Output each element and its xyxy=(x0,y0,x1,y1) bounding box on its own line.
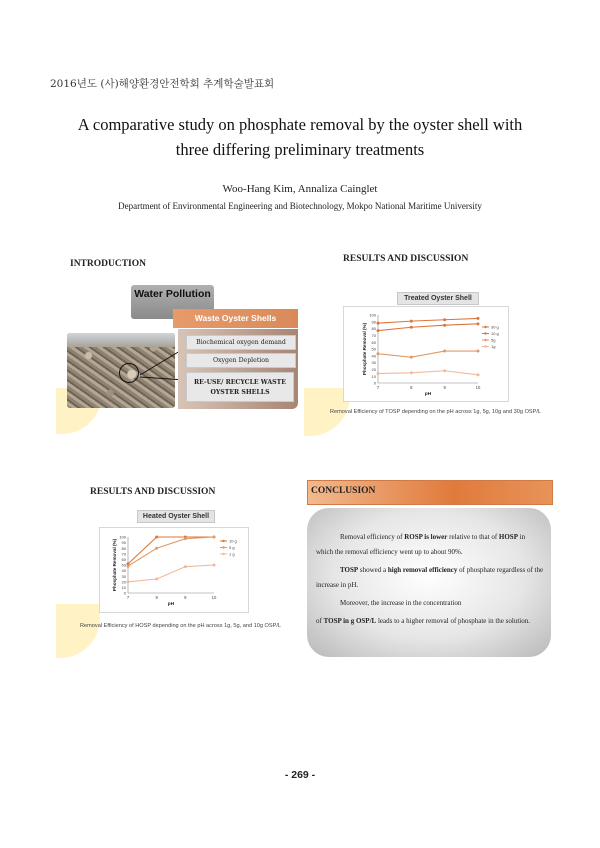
y-tick-label: 70 xyxy=(371,333,376,338)
conclusion-text xyxy=(316,530,544,629)
data-point xyxy=(477,373,480,376)
y-tick-label: 40 xyxy=(121,568,126,574)
y-tick-label: 80 xyxy=(121,545,126,551)
y-axis-label: Phosphate Removal (%) xyxy=(362,322,367,376)
oxygen-label: Oxygen Depletion xyxy=(212,357,270,364)
data-point xyxy=(377,372,380,375)
y-tick-label: 0 xyxy=(123,590,126,596)
y-tick-label: 90 xyxy=(121,540,126,546)
data-point xyxy=(184,565,187,568)
y-tick-label: 20 xyxy=(121,579,126,585)
title-line-2: three differing preliminary treatments xyxy=(175,140,425,159)
conclusion-p1 xyxy=(316,530,544,560)
y-tick-label: 50 xyxy=(121,562,126,568)
data-point xyxy=(410,320,413,323)
legend-label: 5 g xyxy=(229,545,235,550)
legend-marker xyxy=(484,326,486,328)
x-tick-label: 9 xyxy=(443,385,446,390)
heated-chart-title xyxy=(137,510,215,523)
p1-bold-rosp: ROSP is lower xyxy=(404,533,448,541)
y-tick-label: 30 xyxy=(371,360,376,366)
p2-bold-tosp: TOSP xyxy=(340,566,359,574)
bod-label: Biochemical oxygen demand xyxy=(196,339,286,346)
treated-chart-title xyxy=(397,292,479,305)
y-axis-label: Phosphate Removal (%) xyxy=(112,538,117,592)
y-tick-label: 10 xyxy=(121,585,126,590)
x-tick-label: 10 xyxy=(475,385,481,390)
data-point xyxy=(410,371,413,374)
conclusion-box xyxy=(307,508,551,657)
y-tick-label: 30 xyxy=(121,573,126,579)
reuse-box xyxy=(186,372,294,402)
data-point xyxy=(377,322,380,325)
series-line xyxy=(378,371,478,375)
decor-blob-left-bottom xyxy=(56,604,100,658)
reuse-line-1: RE-USE/ RECYCLE WASTE xyxy=(194,379,286,386)
data-point xyxy=(155,578,158,581)
y-tick-label: 40 xyxy=(371,353,376,359)
title-line-1: A comparative study on phosphate removal by the oyster shell with xyxy=(77,115,523,134)
bod-box xyxy=(186,335,296,350)
x-tick-label: 7 xyxy=(126,595,130,600)
p1-text-e: in which the removal efficiency went up to about 90%. xyxy=(316,533,526,556)
waste-oyster-banner xyxy=(173,309,298,328)
x-tick-label: 8 xyxy=(410,385,413,390)
legend-label: 5g xyxy=(491,337,496,343)
heated-chart-title-label: Heated Oyster Shell xyxy=(142,513,210,520)
series-line xyxy=(378,351,478,357)
legend-marker xyxy=(484,332,486,334)
legend-marker xyxy=(484,339,486,341)
conclusion-p4 xyxy=(316,614,544,629)
p4-text-c: leads to a higher removal of phosphate in the solution. xyxy=(376,617,530,625)
heated-chart xyxy=(100,528,248,612)
legend-marker xyxy=(222,546,224,548)
data-point xyxy=(184,537,187,540)
y-tick-label: 80 xyxy=(371,326,376,332)
data-point xyxy=(410,326,413,329)
treated-chart-frame xyxy=(343,306,509,402)
results1-caption: Removal Efficiency of TOSP depending on the pH across 1g, 5g, 10g and 30g OSP/L xyxy=(330,409,542,415)
water-pollution-label: Water Pollution xyxy=(134,288,211,300)
data-point xyxy=(127,565,130,568)
heated-chart-frame xyxy=(99,527,249,613)
p2-bold-high: high removal efficiency xyxy=(387,566,458,574)
legend-label: 10 g xyxy=(229,538,237,544)
results2-heading: RESULTS AND DISCUSSION xyxy=(90,487,216,497)
p4-bold-tosp: TOSP in g OSP/L xyxy=(323,617,377,625)
legend-label: 30 g xyxy=(491,324,499,330)
legend-label: 1 g xyxy=(229,551,235,557)
y-tick-label: 60 xyxy=(121,557,126,562)
conclusion-heading: CONCLUSION xyxy=(311,486,376,496)
data-point xyxy=(477,322,480,325)
treated-chart xyxy=(344,307,508,401)
oxygen-box xyxy=(186,353,296,368)
affiliation: Department of Environmental Engineering and Biotechnology, Mokpo National Maritime University xyxy=(118,201,482,211)
p2-text-b: showed a xyxy=(358,566,388,574)
data-point xyxy=(377,352,380,355)
x-tick-label: 7 xyxy=(376,385,380,390)
data-point xyxy=(155,547,158,550)
data-point xyxy=(443,369,446,372)
intro-heading: INTRODUCTION xyxy=(70,259,147,269)
data-point xyxy=(443,318,446,321)
p1-text-a: Removal efficiency of xyxy=(340,533,405,541)
y-tick-label: 0 xyxy=(373,380,376,386)
results2-caption: Removal Efficiency of HOSP depending on the pH across 1g, 5g, and 10g OSP/L xyxy=(80,623,281,629)
p1-bold-hosp: HOSP xyxy=(498,533,518,541)
y-tick-label: 60 xyxy=(371,339,376,345)
p2-text-d: of phosphate regardless of the increase in pH. xyxy=(316,566,544,589)
y-tick-label: 100 xyxy=(119,534,126,540)
waste-oyster-label: Waste Oyster Shells xyxy=(194,313,277,323)
authors: Woo-Hang Kim, Annaliza Cainglet xyxy=(222,183,378,195)
data-point xyxy=(213,564,216,567)
y-tick-label: 50 xyxy=(371,346,376,352)
reuse-line-2: OYSTER SHELLS xyxy=(210,389,270,396)
data-point xyxy=(155,536,158,539)
results1-heading: RESULTS AND DISCUSSION xyxy=(343,254,469,264)
x-axis-label: pH xyxy=(167,602,175,607)
paper-title xyxy=(40,112,560,162)
conclusion-p2 xyxy=(316,563,544,593)
series-line xyxy=(128,565,214,582)
data-point xyxy=(443,324,446,327)
x-tick-label: 8 xyxy=(155,595,158,600)
y-tick-label: 70 xyxy=(121,551,126,557)
legend-label: 1g xyxy=(491,344,496,349)
data-point xyxy=(477,350,480,353)
p4-text-a: of xyxy=(316,617,324,625)
legend-marker xyxy=(222,553,224,555)
x-axis-label: pH xyxy=(424,392,432,397)
x-tick-label: 9 xyxy=(184,595,187,600)
y-tick-label: 20 xyxy=(371,367,376,372)
y-tick-label: 90 xyxy=(371,319,376,325)
page-number: - 269 - xyxy=(284,769,316,781)
treated-chart-title-label: Treated Oyster Shell xyxy=(404,295,472,302)
y-tick-label: 100 xyxy=(369,312,376,318)
p1-text-c: relative to that of xyxy=(447,533,499,541)
y-tick-label: 10 xyxy=(371,373,376,379)
x-tick-label: 10 xyxy=(211,595,217,600)
series-line xyxy=(378,324,478,331)
legend-marker xyxy=(222,540,224,542)
legend-label: 10 g xyxy=(491,331,499,336)
data-point xyxy=(127,580,130,583)
data-point xyxy=(410,356,413,359)
data-point xyxy=(443,350,446,353)
series-line xyxy=(378,318,478,323)
data-point xyxy=(477,317,480,320)
conclusion-p3: Moreover, the increase in the concentration xyxy=(340,599,462,607)
data-point xyxy=(213,536,216,539)
series-line xyxy=(128,537,214,564)
conference-header: 2016년도 (사)해양환경안전학회 추계학술발표회 xyxy=(50,78,275,90)
conclusion-bar xyxy=(307,480,553,505)
legend-marker xyxy=(484,345,486,347)
data-point xyxy=(377,329,380,332)
